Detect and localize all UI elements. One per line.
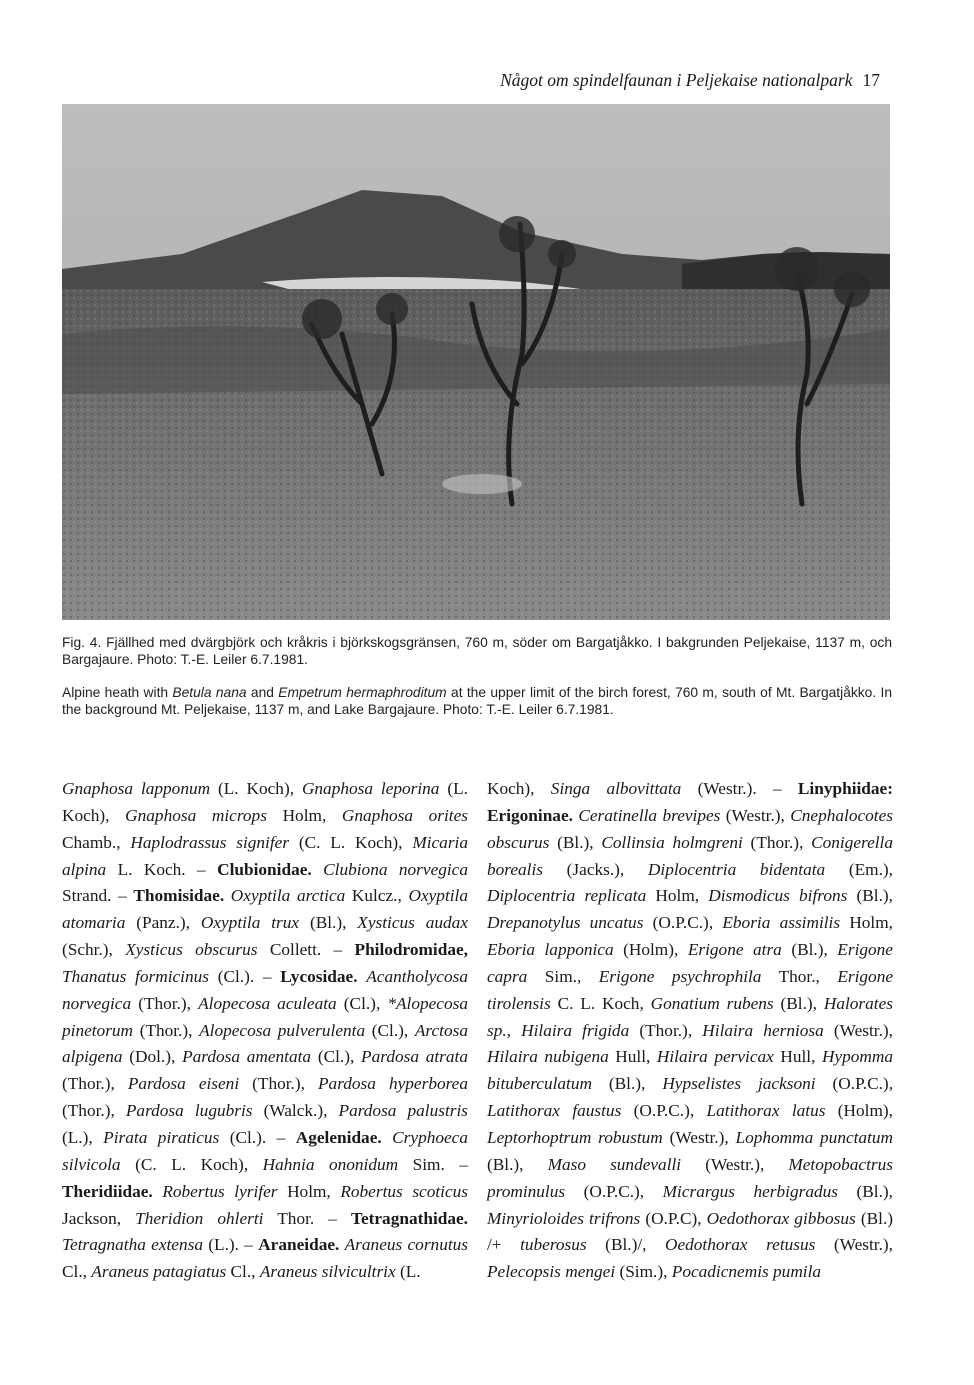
species-name: Hypomma bituberculatum xyxy=(487,1047,894,1094)
text-segment: (Thor.), xyxy=(62,1074,128,1094)
text-segment: (Cl.), xyxy=(365,1020,415,1040)
text-segment: (Em.), xyxy=(825,859,893,879)
species-name: Gnaphosa leporina xyxy=(301,779,440,798)
text-segment: (Cl.), xyxy=(311,1047,362,1067)
species-name: Arctosa alpigena xyxy=(62,1020,468,1067)
species-name: Erigone psychrophila xyxy=(598,966,762,986)
landscape-photo xyxy=(62,104,890,620)
text-segment: (Westr.), xyxy=(662,1127,736,1147)
species-name: Araneus patagiatus xyxy=(91,1262,227,1282)
text-segment: (C. L. Koch), xyxy=(120,1154,263,1174)
species-name: Xysticus audax xyxy=(357,913,468,933)
text-segment: Koch), xyxy=(487,779,551,798)
text-segment: Jackson, xyxy=(62,1208,136,1228)
species-name: Pelecopsis mengei xyxy=(487,1262,616,1282)
text-segment: (Bl.), xyxy=(487,1154,548,1174)
species-name: Oxyptila arctica xyxy=(230,886,346,906)
species-name: Minyrioloides trifrons xyxy=(487,1208,641,1228)
text-segment: Strand. – xyxy=(62,886,134,906)
text-segment: (Bl.), xyxy=(299,913,358,933)
family-name: Tetragnathidae. xyxy=(351,1208,468,1228)
species-name: Pocadicnemis pumila xyxy=(671,1262,822,1282)
text-segment xyxy=(312,860,323,879)
text-segment: (Westr.), xyxy=(823,1020,894,1040)
text-segment: and xyxy=(246,685,279,700)
text-column-right xyxy=(487,776,893,1286)
species-name: Cnephalocotes obscurus xyxy=(487,805,893,852)
species-name: Gnaphosa lapponum xyxy=(62,779,211,798)
species-name: Araneus silvicultrix xyxy=(259,1262,396,1282)
caption-english xyxy=(62,684,892,718)
text-segment: Holm, xyxy=(277,1181,341,1201)
text-segment: (Thor.), xyxy=(629,1020,703,1040)
text-segment: (Cl.). – xyxy=(219,1127,296,1147)
text-segment: Cl., xyxy=(226,1262,260,1282)
text-segment: (Walck.), xyxy=(252,1101,339,1121)
species-name: Eboria assimilis xyxy=(722,913,841,933)
species-name: Erigone tirolensis xyxy=(487,966,894,1013)
species-name: Acantholycosa norvegica xyxy=(62,966,468,1013)
text-segment: Sim., xyxy=(527,966,599,986)
species-name: Hahnia ononidum xyxy=(262,1154,399,1174)
text-segment: (Bl.), xyxy=(847,886,893,906)
species-name: Araneus cornutus xyxy=(344,1235,468,1255)
text-segment: C. L. Koch, xyxy=(550,993,651,1013)
text-segment: (Bl.) /+ xyxy=(487,1208,894,1255)
text-segment: (Thor.), xyxy=(62,1101,126,1121)
text-segment: Chamb., xyxy=(62,832,131,852)
text-segment: (Bl.), xyxy=(549,832,602,852)
text-segment: Thor., xyxy=(761,966,838,986)
text-segment: Cl., xyxy=(62,1262,92,1282)
species-name: Empetrum hermaphroditum xyxy=(278,685,447,700)
text-segment: (Bl.)/, xyxy=(586,1235,665,1255)
text-segment: at the upper limit of the birch forest, 760 m, south of Mt. Bargatjåkko. In the background Mt. Peljekaise, 1137 m, and Lake Bargajaure. Photo: T.-E. Leiler 6.7.1981. xyxy=(62,685,893,718)
species-name: Micrargus herbigradus xyxy=(662,1181,838,1201)
species-name: Hypselistes jacksoni xyxy=(662,1074,816,1094)
species-name: Alopecosa aculeata xyxy=(198,993,337,1013)
species-name: Metopobactrus prominulus xyxy=(487,1154,893,1201)
species-name: Pardosa hyperborea xyxy=(318,1074,468,1094)
species-name: Latithorax faustus xyxy=(487,1101,622,1121)
species-name: Dismodicus bifrons xyxy=(708,886,848,906)
text-segment: (Bl.), xyxy=(773,993,824,1013)
page-number: 17 xyxy=(862,70,880,90)
species-name: Halorates sp., Hilaira frigida xyxy=(487,993,893,1040)
text-segment: (O.P.C), xyxy=(640,1208,707,1228)
species-name: Pardosa lugubris xyxy=(125,1101,253,1121)
species-name: Gnaphosa microps xyxy=(125,805,267,825)
text-segment: (Bl.), xyxy=(781,940,838,960)
text-segment: Hull, xyxy=(773,1047,822,1067)
text-segment: (L.). – xyxy=(202,1235,259,1255)
family-name: Clubionidae. xyxy=(217,859,312,879)
text-segment: (Holm), xyxy=(825,1101,893,1121)
text-segment: (Westr.), xyxy=(720,805,791,825)
species-name: Betula nana xyxy=(172,685,247,700)
text-segment: Holm, xyxy=(266,805,342,825)
text-segment: (Dol.), xyxy=(122,1047,183,1067)
species-name: Xysticus obscurus xyxy=(125,940,258,960)
text-segment: (Thor.), xyxy=(131,993,199,1013)
text-segment: Sim. – xyxy=(398,1154,468,1174)
species-name: Hilaira herniosa xyxy=(702,1020,824,1040)
text-segment: (O.P.C.), xyxy=(565,1181,663,1201)
species-name: Theridion ohlerti xyxy=(135,1208,264,1228)
figure-photo xyxy=(62,104,890,620)
text-segment: (L.), xyxy=(62,1127,104,1147)
text-segment xyxy=(382,1128,392,1147)
species-name: Lophomma punctatum xyxy=(735,1127,893,1147)
species-name: Diplocentria bidentata xyxy=(647,859,826,879)
text-segment: Collett. – xyxy=(257,940,355,960)
species-name: Pardosa atrata xyxy=(361,1047,468,1067)
text-segment: (L. xyxy=(395,1262,421,1282)
text-segment: (Cl.). – xyxy=(208,966,281,986)
text-segment: (L. Koch), xyxy=(210,779,302,798)
caption-swedish: Fig. 4. Fjällhed med dvärgbjörk och kråkris i björkskogsgränsen, 760 m, söder om Bargatjåkko. I bakgrunden Peljekaise, 1137 m, och Bargajaure. Photo: T.-E. Leiler 6.7.1981. xyxy=(62,635,892,668)
text-segment: (Schr.), xyxy=(62,940,126,960)
species-name: Collinsia holmgreni xyxy=(601,832,743,852)
text-segment: (Westr.). – xyxy=(681,779,798,798)
family-name: Agelenidae. xyxy=(295,1127,382,1147)
species-name: Leptorhoptrum robustum xyxy=(487,1127,663,1147)
family-name: Theridiidae. xyxy=(62,1181,153,1201)
species-name: Hilaira nubigena xyxy=(487,1047,609,1067)
species-name: Gnaphosa orites xyxy=(341,805,468,825)
text-segment: (Bl.), xyxy=(837,1181,893,1201)
species-name: Drepanotylus uncatus xyxy=(487,913,644,933)
species-name: Oxyptila trux xyxy=(200,913,300,933)
running-title: Något om spindelfaunan i Peljekaise nationalpark xyxy=(500,70,853,90)
running-header xyxy=(420,70,880,91)
species-name: Eboria lapponica xyxy=(487,940,614,960)
family-name: Lycosidae. xyxy=(280,966,358,986)
text-segment xyxy=(153,1182,163,1201)
family-name: Thomisidae. xyxy=(133,886,225,906)
text-column-left xyxy=(62,776,468,1286)
species-name: Maso sundevalli xyxy=(547,1154,682,1174)
text-segment: Alpine heath with xyxy=(62,685,173,700)
species-name: Thanatus formicinus xyxy=(62,966,209,986)
text-segment: Holm, xyxy=(646,886,709,906)
text-segment: (O.P.C.), xyxy=(815,1074,894,1094)
species-name: Pirata piraticus xyxy=(103,1127,220,1147)
species-name: Alopecosa pulverulenta xyxy=(199,1020,366,1040)
species-name: Latithorax latus xyxy=(706,1101,826,1121)
text-segment: Holm, xyxy=(840,913,893,933)
text-segment: L. Koch. – xyxy=(106,859,218,879)
family-name: Araneidae. xyxy=(258,1235,340,1255)
species-name: Singa albovittata xyxy=(550,779,682,798)
text-segment: (Thor.), xyxy=(239,1074,318,1094)
text-segment: (Holm), xyxy=(613,940,688,960)
text-segment: (Bl.), xyxy=(591,1074,663,1094)
species-name: Gonatium rubens xyxy=(650,993,774,1013)
text-segment xyxy=(224,886,231,905)
text-segment: (Jacks.), xyxy=(543,859,648,879)
text-segment: Kulcz., xyxy=(345,886,409,906)
text-segment: (Westr.), xyxy=(681,1154,789,1174)
text-segment: Thor. – xyxy=(263,1208,352,1228)
text-segment: (L. Koch), xyxy=(62,779,468,825)
species-name: Cryphoeca silvicola xyxy=(62,1127,468,1174)
text-segment: Hull, xyxy=(608,1047,657,1067)
species-name: Oedothorax retusus xyxy=(665,1235,816,1255)
species-name: Pardosa palustris xyxy=(338,1101,469,1121)
species-name: Micaria alpina xyxy=(62,832,468,879)
species-name: Erigone capra xyxy=(487,940,893,986)
text-segment: (Thor.), xyxy=(133,1020,200,1040)
species-name: Haplodrassus signifer xyxy=(130,832,290,852)
species-name: Oxyptila atomaria xyxy=(62,886,468,933)
species-name: *Alopecosa pinetorum xyxy=(62,993,468,1040)
text-segment: (Thor.), xyxy=(742,832,812,852)
text-segment: (Panz.), xyxy=(125,913,201,933)
species-name: Robertus scoticus xyxy=(340,1181,468,1201)
text-segment xyxy=(358,967,367,986)
species-name: Diplocentria replicata xyxy=(487,886,647,906)
species-name: Pardosa eiseni xyxy=(127,1074,240,1094)
species-name: Pardosa amentata xyxy=(182,1047,312,1067)
text-segment: (O.P.C.), xyxy=(643,913,723,933)
text-segment: (O.P.C.), xyxy=(621,1101,707,1121)
species-name: tuberosus xyxy=(520,1235,587,1255)
species-name: Oedothorax gibbosus xyxy=(706,1208,856,1228)
text-segment: (C. L. Koch), xyxy=(289,832,413,852)
species-name: Robertus lyrifer xyxy=(162,1181,278,1201)
species-name: Erigone atra xyxy=(687,940,782,960)
species-name: Conigerella borealis xyxy=(487,832,893,879)
text-segment: (Sim.), xyxy=(615,1262,672,1282)
species-name: Ceratinella brevipes xyxy=(578,805,721,825)
family-name: Linyphiidae: Erigoninae. xyxy=(487,779,893,825)
species-name: Hilaira pervicax xyxy=(656,1047,774,1067)
text-segment: (Cl.), xyxy=(336,993,388,1013)
species-name: Tetragnatha extensa xyxy=(62,1235,203,1255)
text-segment: (Westr.), xyxy=(815,1235,893,1255)
species-name: Clubiona norvegica xyxy=(323,859,468,879)
family-name: Philodromidae, xyxy=(354,940,468,960)
